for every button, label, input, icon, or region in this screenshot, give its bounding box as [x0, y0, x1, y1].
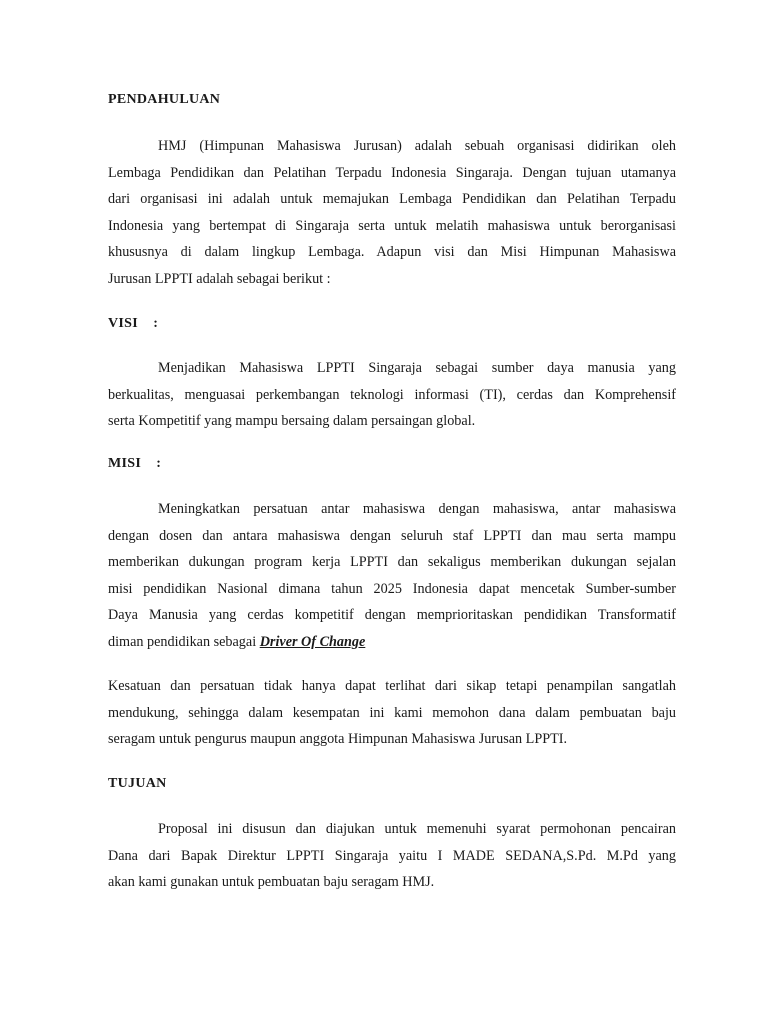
- heading-pendahuluan: PENDAHULUAN: [108, 92, 221, 107]
- text-line: memberikan dukungan program kerja LPPTI dan sekaligus memberikan dukungan sejalan: [108, 554, 676, 570]
- paragraph-misi: [108, 496, 676, 655]
- text-line: [108, 629, 676, 656]
- heading-visi: VISI :: [108, 316, 159, 331]
- paragraph-tujuan: [108, 816, 676, 896]
- heading-misi: MISI :: [108, 456, 162, 471]
- text-line: Meningkatkan persatuan antar mahasiswa dengan mahasiswa, antar mahasiswa: [158, 501, 676, 517]
- paragraph-kesatuan: [108, 673, 676, 753]
- text-line: Lembaga Pendidikan dan Pelatihan Terpadu Indonesia Singaraja. Dengan tujuan utamanya: [108, 164, 676, 181]
- text-line: Kesatuan dan persatuan tidak hanya dapat terlihat dari sikap tetapi penampilan sangatlah: [108, 678, 676, 694]
- text-line: Jurusan LPPTI adalah sebagai berikut :: [108, 270, 331, 287]
- text-line: misi pendidikan Nasional dimana tahun 2025 Indonesia dapat mencetak Sumber-sumber: [108, 580, 676, 597]
- text-line: mendukung, sehingga dalam kesempatan ini kami memohon dana dalam pembuatan baju: [108, 704, 676, 721]
- text-line: serta Kompetitif yang mampu bersaing dalam persaingan global.: [108, 413, 476, 429]
- text-line: akan kami gunakan untuk pembuatan baju seragam HMJ.: [108, 874, 435, 890]
- text-line: Proposal ini disusun dan diajukan untuk memenuhi syarat permohonan pencairan: [158, 821, 676, 837]
- text-line-prefix: diman pendidikan sebagai: [108, 633, 260, 650]
- text-line: dengan dosen dan antara mahasiswa dengan seluruh staf LPPTI dan mau serta mampu: [108, 527, 676, 544]
- text-line: HMJ (Himpunan Mahasiswa Jurusan) adalah sebuah organisasi didirikan oleh: [158, 138, 676, 154]
- driver-of-change-emphasis: Driver Of Change: [259, 633, 366, 650]
- text-line: seragam untuk pengurus maupun anggota Himpunan Mahasiswa Jurusan LPPTI.: [108, 731, 568, 747]
- heading-tujuan: TUJUAN: [108, 776, 167, 791]
- text-line: Menjadikan Mahasiswa LPPTI Singaraja sebagai sumber daya manusia yang: [158, 360, 676, 376]
- text-line: khususnya di dalam lingkup Lembaga. Adapun visi dan Misi Himpunan Mahasiswa: [108, 244, 676, 260]
- paragraph-visi: [108, 355, 676, 435]
- text-line: berkualitas, menguasai perkembangan teknologi informasi (TI), cerdas dan Komprehensif: [108, 386, 676, 403]
- text-line: Indonesia yang bertempat di Singaraja serta untuk melatih mahasiswa untuk berorganisasi: [108, 217, 676, 234]
- paragraph-pendahuluan: [108, 133, 676, 292]
- text-line: Daya Manusia yang cerdas kompetitif dengan memprioritaskan pendidikan Transformatif: [108, 607, 676, 623]
- text-line: dari organisasi ini adalah untuk memajukan Lembaga Pendidikan dan Pelatihan Terpadu: [108, 191, 676, 207]
- text-line: Dana dari Bapak Direktur LPPTI Singaraja yaitu I MADE SEDANA,S.Pd. M.Pd yang: [108, 847, 676, 864]
